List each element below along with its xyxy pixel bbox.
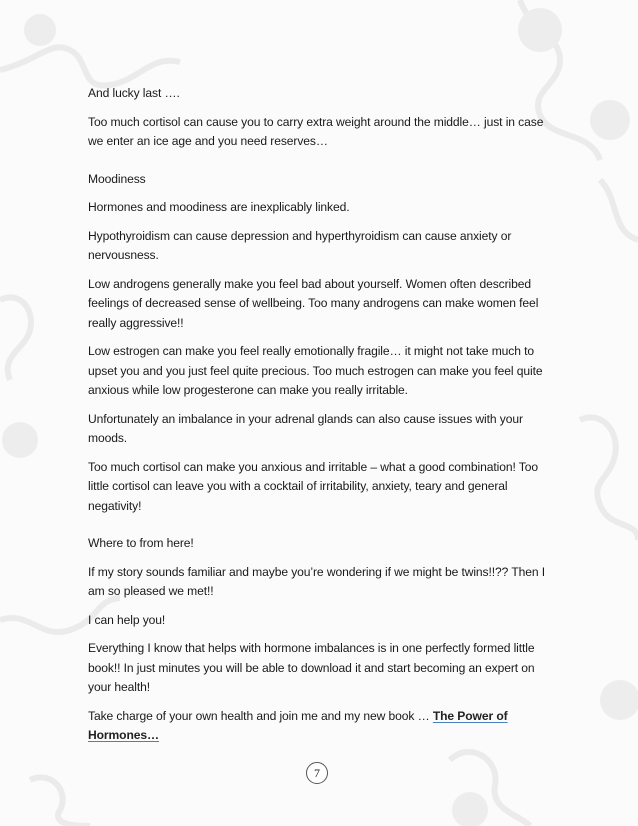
- cta-paragraph: [88, 707, 558, 746]
- document-body: [88, 84, 558, 755]
- paragraph: Too much cortisol can cause you to carry extra weight around the middle… just in case we enter an ice age and you need reserves…: [88, 114, 544, 148]
- paragraph: Everything I know that helps with hormone imbalances is in one perfectly formed little book!! In just minutes you will be able to download it and start becoming an expert on your health!: [88, 641, 535, 694]
- cta-text: Take charge of your own health and join me and my new book …: [88, 708, 433, 723]
- paragraph: Unfortunately an imbalance in your adrenal glands can also cause issues with your moods.: [88, 411, 523, 445]
- paragraph: Too much cortisol can make you anxious and irritable – what a good combination! Too little cortisol can leave you with a cocktail of irritability, anxiety, teary and general negativity!: [88, 459, 538, 513]
- paragraph: Low estrogen can make you feel really emotionally fragile… it might not take much to upset you and you just feel quite precious. Too much estrogen can make you feel quite anxious while low progesterone can make you really irritable.: [88, 344, 543, 397]
- book-link[interactable]: The Power of Hormones…: [88, 708, 508, 742]
- paragraph: And lucky last ….: [88, 86, 180, 100]
- section-heading-moodiness: Moodiness: [88, 171, 146, 186]
- paragraph: If my story sounds familiar and maybe you’re wondering if we might be twins!!?? Then I am so pleased we met!!: [88, 564, 546, 598]
- paragraph: Hypothyroidism can cause depression and hyperthyroidism can cause anxiety or nervousness.: [88, 228, 512, 262]
- paragraph: I can help you!: [88, 612, 166, 627]
- page-number: 7: [306, 762, 328, 784]
- paragraph: Low androgens generally make you feel bad about yourself. Women often described feelings of decreased sense of wellbeing. Too many androgens can make women feel really aggressive!!: [88, 276, 539, 330]
- paragraph: Hormones and moodiness are inexplicably linked.: [88, 200, 350, 214]
- section-heading-where-to: Where to from here!: [88, 536, 194, 550]
